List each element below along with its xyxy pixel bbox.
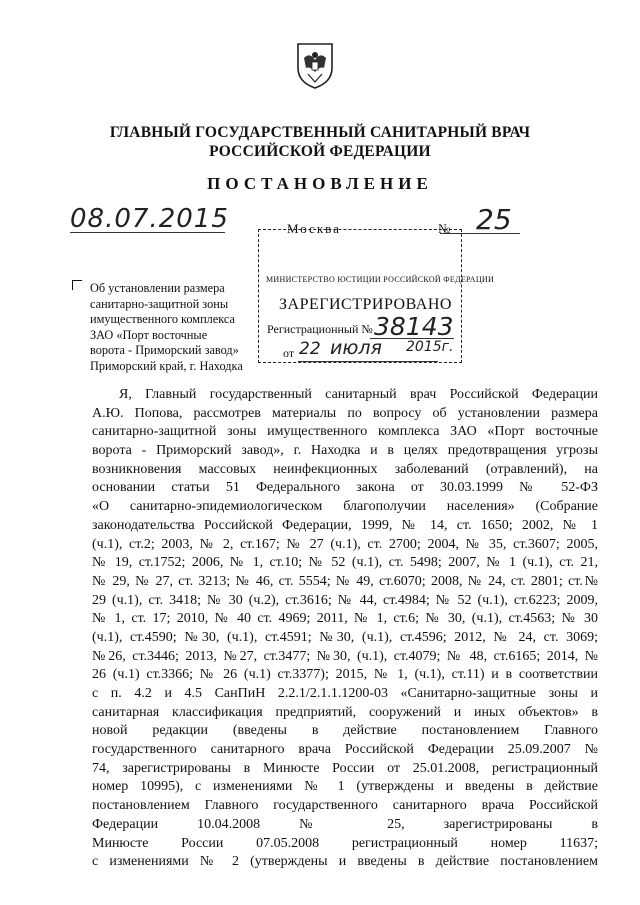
- body-line: с изменениями № 2 (утверждены и введены в действие постановлением: [92, 854, 598, 870]
- body-line: основании статьи 51 Федерального закона от 30.03.1999 № 52-ФЗ: [92, 480, 598, 496]
- stamp-title: ЗАРЕГИСТРИРОВАНО: [279, 296, 452, 313]
- body-line: номер 10995), с изменениями № 1 (утверждены и введены в действие: [92, 779, 598, 795]
- document-city: Москва: [287, 221, 341, 236]
- stamp-date-underline: [298, 361, 438, 362]
- body-line: № 1, ст. 17; 2010, № 40 ст. 4969; 2011, № 1, ст.6; № 30, (ч.1), ст.4563; № 30: [92, 611, 598, 627]
- body-line: санитарная классификация предприятий, сооружений и иных объектов» в: [92, 704, 598, 720]
- body-line: с п. 4.2 и 4.5 СанПиН 2.2.1/2.1.1.1200-03 «Санитарно-защитные зоны и: [92, 686, 598, 701]
- body-line: (ч.1), ст.2; 2003, № 2, ст.167; № 27 (ч.1), ст. 2700; 2004, № 35, ст.3607; 2005,: [92, 536, 598, 552]
- stamp-month: июля: [330, 337, 382, 359]
- body-line: 26 (ч.1) ст.3366; № 26 (ч.1) ст.3377); 2015, № 1, (ч.1), ст.11) и в соответствии: [92, 667, 598, 683]
- subject-line: ЗАО «Порт восточные: [90, 327, 208, 342]
- body-line: А.Ю. Попова, рассмотрев материалы по вопросу об установлении размера: [92, 405, 598, 421]
- date-underline: [70, 232, 225, 233]
- stamp-ministry: МИНИСТЕРСТВО ЮСТИЦИИ РОССИЙСКОЙ ФЕДЕРАЦИИ: [266, 275, 495, 284]
- body-line: новой редакции (введены в действие постановлением Главного: [92, 723, 598, 739]
- body-line: законодательства Российской Федерации, 1999, № 14, ст. 1650; 2002, № 1: [92, 517, 598, 533]
- issuer-title-line1: ГЛАВНЫЙ ГОСУДАРСТВЕННЫЙ САНИТАРНЫЙ ВРАЧ: [109, 124, 531, 141]
- body-line: возникновения массовых неинфекционных заболеваний (отравлений), на: [92, 461, 598, 477]
- coat-of-arms-emblem: [290, 38, 340, 90]
- subject-line: санитарно-защитной зоны: [90, 296, 229, 311]
- stamp-year: 2015г.: [406, 339, 454, 355]
- subject-line: ворота - Приморский завод»: [90, 343, 239, 357]
- body-line: 74, зарегистрированы в Минюсте России от 25.01.2008, регистрационный: [92, 760, 598, 776]
- body-line: ворота - Приморский завод», г. Находка и в целях предотвращения угрозы: [92, 443, 598, 459]
- number-sign: №: [438, 221, 451, 236]
- document-number: 25: [476, 203, 512, 236]
- body-line: (ч.1), ст.4590; №30, (ч.1), ст.4591; №30, (ч.1), ст.4596; 2012, № 24, ст. 3069;: [92, 629, 598, 645]
- subject-block: [90, 281, 265, 374]
- body-line: Минюсте России 07.05.2008 регистрационный номер 11637;: [92, 835, 598, 851]
- subject-line: Приморский край, г. Находка: [90, 358, 243, 373]
- body-line: постановлением Главного государственного санитарного врача Российской: [92, 798, 598, 814]
- document-type: ПОСТАНОВЛЕНИЕ: [207, 174, 433, 193]
- body-line: «О санитарно-эпидемиологическом благополучии населения» (Собрание: [92, 499, 598, 515]
- body-line: Я, Главный государственный санитарный врач Российской Федерации: [119, 387, 598, 402]
- body-line: №26, ст.3446; 2013, №27, ст.3477; №30, (ч.1), ст.4079; № 48, ст.6165; 2014, №: [92, 648, 598, 664]
- subject-line: Об установлении размера: [90, 281, 225, 295]
- subject-corner-mark: [72, 280, 82, 290]
- body-line: Федерации 10.04.2008 № 25, зарегистрированы в: [92, 816, 598, 832]
- body-line: 29 (ч.1), ст. 3418; № 30 (ч.2), ст.3616; № 44, ст.4984; № 52 (ч.1), ст.6223; 2009,: [92, 592, 598, 608]
- body-line: государственного санитарного врача Российской Федерации 25.09.2007 №: [92, 742, 598, 758]
- body-text: [92, 386, 598, 872]
- stamp-from-label: от: [283, 346, 295, 360]
- stamp-reg-label: Регистрационный №: [267, 322, 373, 336]
- stamp-day: 22: [299, 339, 321, 359]
- body-line: № 19, ст.1752; 2006, № 1, ст.10; № 52 (ч.1), ст. 5498; 2007, № 1 (ч.1), ст. 21,: [92, 555, 598, 571]
- document-date: 08.07.2015: [70, 204, 229, 234]
- stamp-reg-number: 38143: [374, 312, 454, 341]
- subject-line: имущественного комплекса: [90, 312, 235, 326]
- body-line: № 29, № 27, ст. 3213; № 46, ст. 5554; № 49, ст.6070; 2008, № 24, ст. 2801; ст.№: [92, 573, 598, 589]
- body-line: санитарно-защитной зоны имущественного комплекса ЗАО «Порт восточные: [92, 424, 598, 440]
- issuer-title-line2: РОССИЙСКОЙ ФЕДЕРАЦИИ: [209, 143, 431, 160]
